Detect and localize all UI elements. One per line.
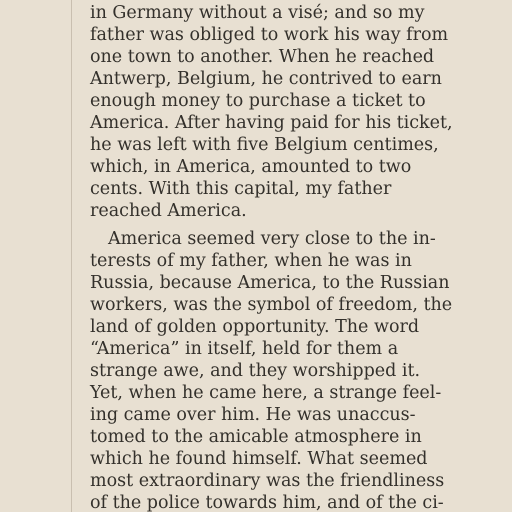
text-line: America seemed very close to the in- <box>108 229 436 249</box>
text-line: most extraordinary was the friendliness <box>90 471 445 491</box>
text-line: father was obliged to work his way from <box>90 25 449 45</box>
text-line: “America” in itself, held for them a <box>90 339 399 359</box>
text-line: workers, was the symbol of freedom, the <box>90 295 453 315</box>
column-divider <box>71 0 72 512</box>
text-line: enough money to purchase a ticket to <box>90 91 426 111</box>
text-line: Antwerp, Belgium, he contrived to earn <box>90 69 442 89</box>
text-line: he was left with five Belgium centimes, <box>90 135 439 155</box>
text-line: Russia, because America, to the Russian <box>90 273 450 293</box>
text-line: of the police towards him, and of the ci- <box>90 493 444 512</box>
text-line: land of golden opportunity. The word <box>90 317 420 337</box>
text-line: reached America. <box>90 201 247 221</box>
text-line: in Germany without a visé; and so my <box>90 3 425 23</box>
text-line: cents. With this capital, my father <box>90 179 392 199</box>
text-line: terests of my father, when he was in <box>90 251 412 271</box>
text-line: ing came over him. He was unaccus- <box>90 405 416 425</box>
text-line: one town to another. When he reached <box>90 47 435 67</box>
text-line: strange awe, and they worshipped it. <box>90 361 421 381</box>
text-line: Yet, when he came here, a strange feel- <box>90 383 442 403</box>
text-line: which, in America, amounted to two <box>90 157 412 177</box>
text-line: America. After having paid for his ticket, <box>90 113 453 133</box>
text-line: which he found himself. What seemed <box>90 449 428 469</box>
text-line: tomed to the amicable atmosphere in <box>90 427 422 447</box>
